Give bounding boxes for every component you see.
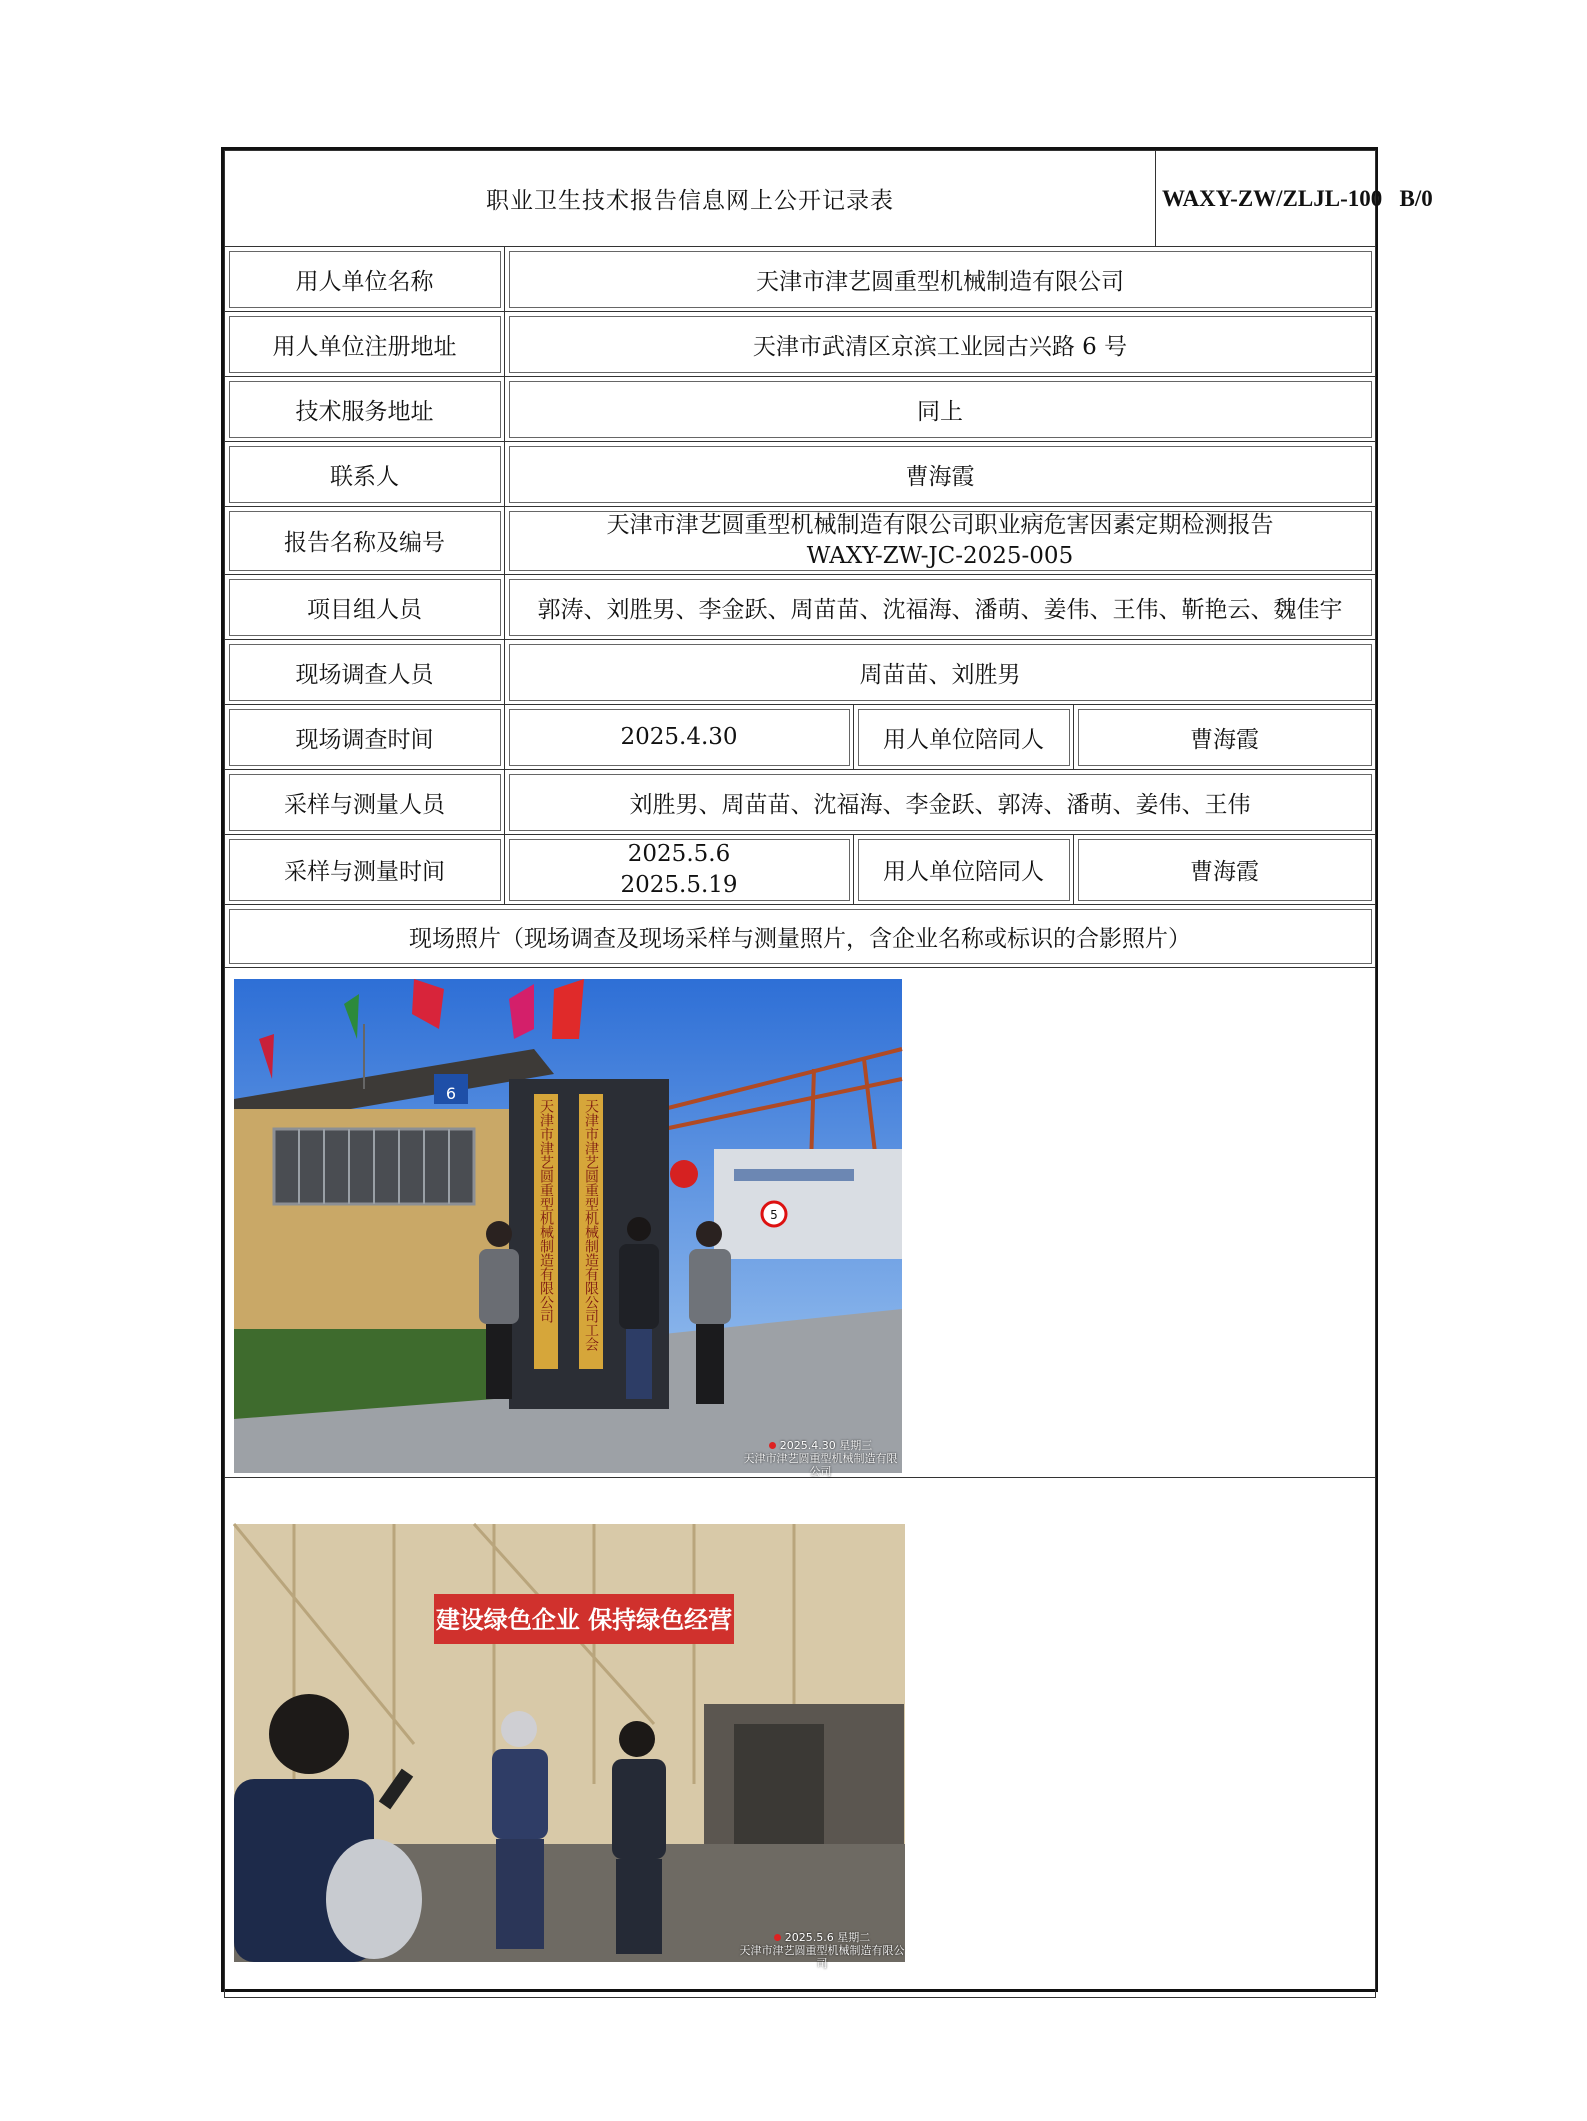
photo1-stamp-date: 2025.4.30 星期三 — [779, 1438, 873, 1452]
photo1-timestamp — [739, 1439, 902, 1478]
photo2-stamp-date: 2025.5.6 星期二 — [784, 1930, 871, 1944]
employer-address-label: 用人单位注册地址 — [225, 312, 505, 377]
contact-value: 曹海霞 — [505, 442, 1376, 507]
record-table — [224, 150, 1433, 1998]
report-label: 报告名称及编号 — [225, 507, 505, 575]
survey-companion-value: 曹海霞 — [1074, 705, 1376, 770]
sampling-companion-value: 曹海霞 — [1074, 835, 1376, 905]
measurement-photo-illustration — [234, 1524, 905, 1962]
site-photo-gate — [234, 979, 902, 1478]
service-address-label: 技术服务地址 — [225, 377, 505, 442]
sampling-companion-label: 用人单位陪同人 — [854, 835, 1074, 905]
banner-text: 建设绿色企业 保持绿色经营 — [435, 1605, 733, 1634]
photo1-stamp-company: 天津市津艺圆重型机械制造有限公司 — [743, 1451, 898, 1478]
form-code — [1156, 151, 1433, 247]
photo-cell-2 — [225, 1478, 1376, 1998]
sampling-time-value — [505, 835, 854, 905]
sign-left-text: 天津市津艺圆重型机械制造有限公司 — [538, 1098, 554, 1323]
employer-name-value: 天津市津艺圆重型机械制造有限公司 — [505, 247, 1376, 312]
sign-right-text: 天津市津艺圆重型机械制造有限公司工会 — [583, 1098, 599, 1351]
speed-sign-number: 5 — [770, 1207, 778, 1222]
form-code-number: WAXY-ZW/ZLJL-100 — [1162, 185, 1383, 211]
sampling-time-label: 采样与测量时间 — [225, 835, 505, 905]
project-team-label: 项目组人员 — [225, 575, 505, 640]
sampling-date-1: 2025.5.6 — [627, 840, 731, 867]
photos-label: 现场照片（现场调查及现场采样与测量照片，含企业名称或标识的合影照片） — [225, 905, 1376, 968]
photo2-stamp-company: 天津市津艺圆重型机械制造有限公司 — [739, 1943, 905, 1970]
survey-time-value: 2025.4.30 — [505, 705, 854, 770]
report-name: 天津市津艺圆重型机械制造有限公司职业病危害因素定期检测报告 — [606, 511, 1274, 538]
stamp-dot-icon — [774, 1934, 781, 1941]
record-form — [221, 147, 1433, 1992]
survey-staff-label: 现场调查人员 — [225, 640, 505, 705]
report-number: WAXY-ZW-JC-2025-005 — [806, 542, 1074, 569]
service-address-value: 同上 — [505, 377, 1376, 442]
form-revision: B/0 — [1399, 185, 1433, 211]
project-team-value: 郭涛、刘胜男、李金跃、周苗苗、沈福海、潘萌、姜伟、王伟、靳艳云、魏佳宇 — [505, 575, 1376, 640]
site-photo-measurement — [234, 1524, 905, 1970]
gate-photo-illustration — [234, 979, 902, 1473]
form-title: 职业卫生技术报告信息网上公开记录表 — [225, 151, 1156, 247]
house-number: 6 — [445, 1083, 457, 1103]
photo2-timestamp — [739, 1931, 905, 1970]
report-value — [505, 507, 1376, 575]
sampling-date-2: 2025.5.19 — [620, 871, 738, 898]
employer-name-label: 用人单位名称 — [225, 247, 505, 312]
contact-label: 联系人 — [225, 442, 505, 507]
sampling-staff-label: 采样与测量人员 — [225, 770, 505, 835]
employer-address-value: 天津市武清区京滨工业园古兴路 6 号 — [505, 312, 1376, 377]
stamp-dot-icon — [769, 1442, 776, 1449]
survey-staff-value: 周苗苗、刘胜男 — [505, 640, 1376, 705]
survey-time-label: 现场调查时间 — [225, 705, 505, 770]
survey-companion-label: 用人单位陪同人 — [854, 705, 1074, 770]
photo-cell-1 — [225, 968, 1376, 1478]
sampling-staff-value: 刘胜男、周苗苗、沈福海、李金跃、郭涛、潘萌、姜伟、王伟 — [505, 770, 1376, 835]
